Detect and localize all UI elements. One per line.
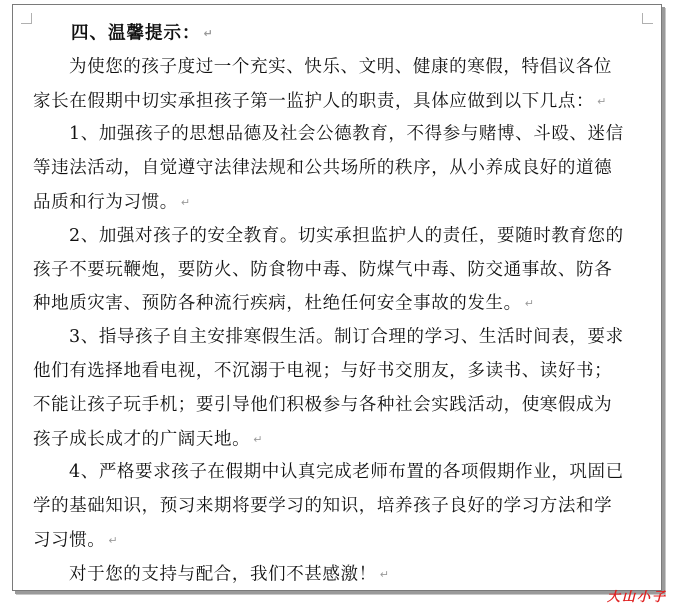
line-text: 不能让孩子玩手机；要引导他们积极参与各种社会实践活动，使寒假成为: [33, 394, 613, 415]
line-text: 品质和行为习惯。: [33, 192, 178, 213]
text-line: [33, 287, 645, 321]
paragraph-mark-icon: ↵: [108, 533, 118, 547]
author-watermark: 大山小子: [606, 590, 667, 605]
line-text: 为使您的孩子度过一个充实、快乐、文明、健康的寒假，特倡议各位: [69, 56, 612, 77]
line-text: 3、指导孩子自主安排寒假生活。制订合理的学习、生活时间表，要求: [69, 327, 624, 348]
text-line: [33, 152, 645, 186]
line-text: 习习惯。: [33, 530, 106, 551]
text-line: [33, 118, 645, 152]
line-text: 4、严格要求孩子在假期中认真完成老师布置的各项假期作业，巩固已: [69, 462, 624, 483]
text-line: [33, 51, 645, 85]
paragraph-mark-icon: ↵: [597, 94, 607, 108]
text-line: [33, 186, 645, 220]
line-text: 孩子不要玩鞭炮，要防火、防食物中毒、防煤气中毒、防交通事故、防各: [33, 259, 613, 280]
paragraph-mark-icon: ↵: [524, 297, 534, 311]
line-text: 学的基础知识，预习来期将要学习的知识，培养孩子良好的学习方法和学: [33, 496, 613, 517]
margin-corner-top-left: [21, 13, 32, 24]
line-text: 2、加强对孩子的安全教育。切实承担监护人的责任，要随时教育您的: [69, 225, 624, 246]
line-text: 孩子成长成才的广阔天地。: [33, 428, 251, 449]
text-line: [33, 85, 645, 119]
text-line: [33, 220, 645, 254]
document-body[interactable]: [33, 17, 645, 592]
line-text: 家长在假期中切实承担孩子第一监护人的职责，具体应做到以下几点：: [33, 91, 595, 111]
text-line: [33, 321, 645, 355]
paragraph-mark-icon: ↵: [379, 567, 389, 581]
paragraph-mark-icon: ↵: [180, 195, 191, 209]
text-line: [33, 355, 645, 389]
line-text: 种地质灾害、预防各种流行疾病，杜绝任何安全事故的发生。: [33, 293, 522, 314]
text-line: [33, 490, 645, 524]
document-page: [12, 4, 662, 591]
line-text: 对于您的支持与配合，我们不甚感激！: [69, 564, 377, 585]
section-heading: [33, 17, 645, 51]
paragraph-mark-icon: ↵: [253, 432, 263, 446]
text-line: [33, 456, 645, 490]
text-line: [33, 389, 645, 423]
line-text: 1、加强孩子的思想品德及社会公德教育，不得参与赌博、斗殴、迷信: [69, 124, 624, 145]
line-text: 他们有选择地看电视，不沉溺于电视；与好书交朋友，多读书、读好书；: [33, 360, 613, 381]
heading-text: 四、温馨提示：: [71, 23, 201, 44]
line-text: 等违法活动，自觉遵守法律法规和公共场所的秩序，从小养成良好的道德: [33, 158, 613, 179]
text-line: [33, 558, 645, 592]
text-line: [33, 423, 645, 457]
text-line: [33, 254, 645, 288]
text-line: [33, 524, 645, 558]
paragraph-mark-icon: ↵: [203, 27, 213, 40]
